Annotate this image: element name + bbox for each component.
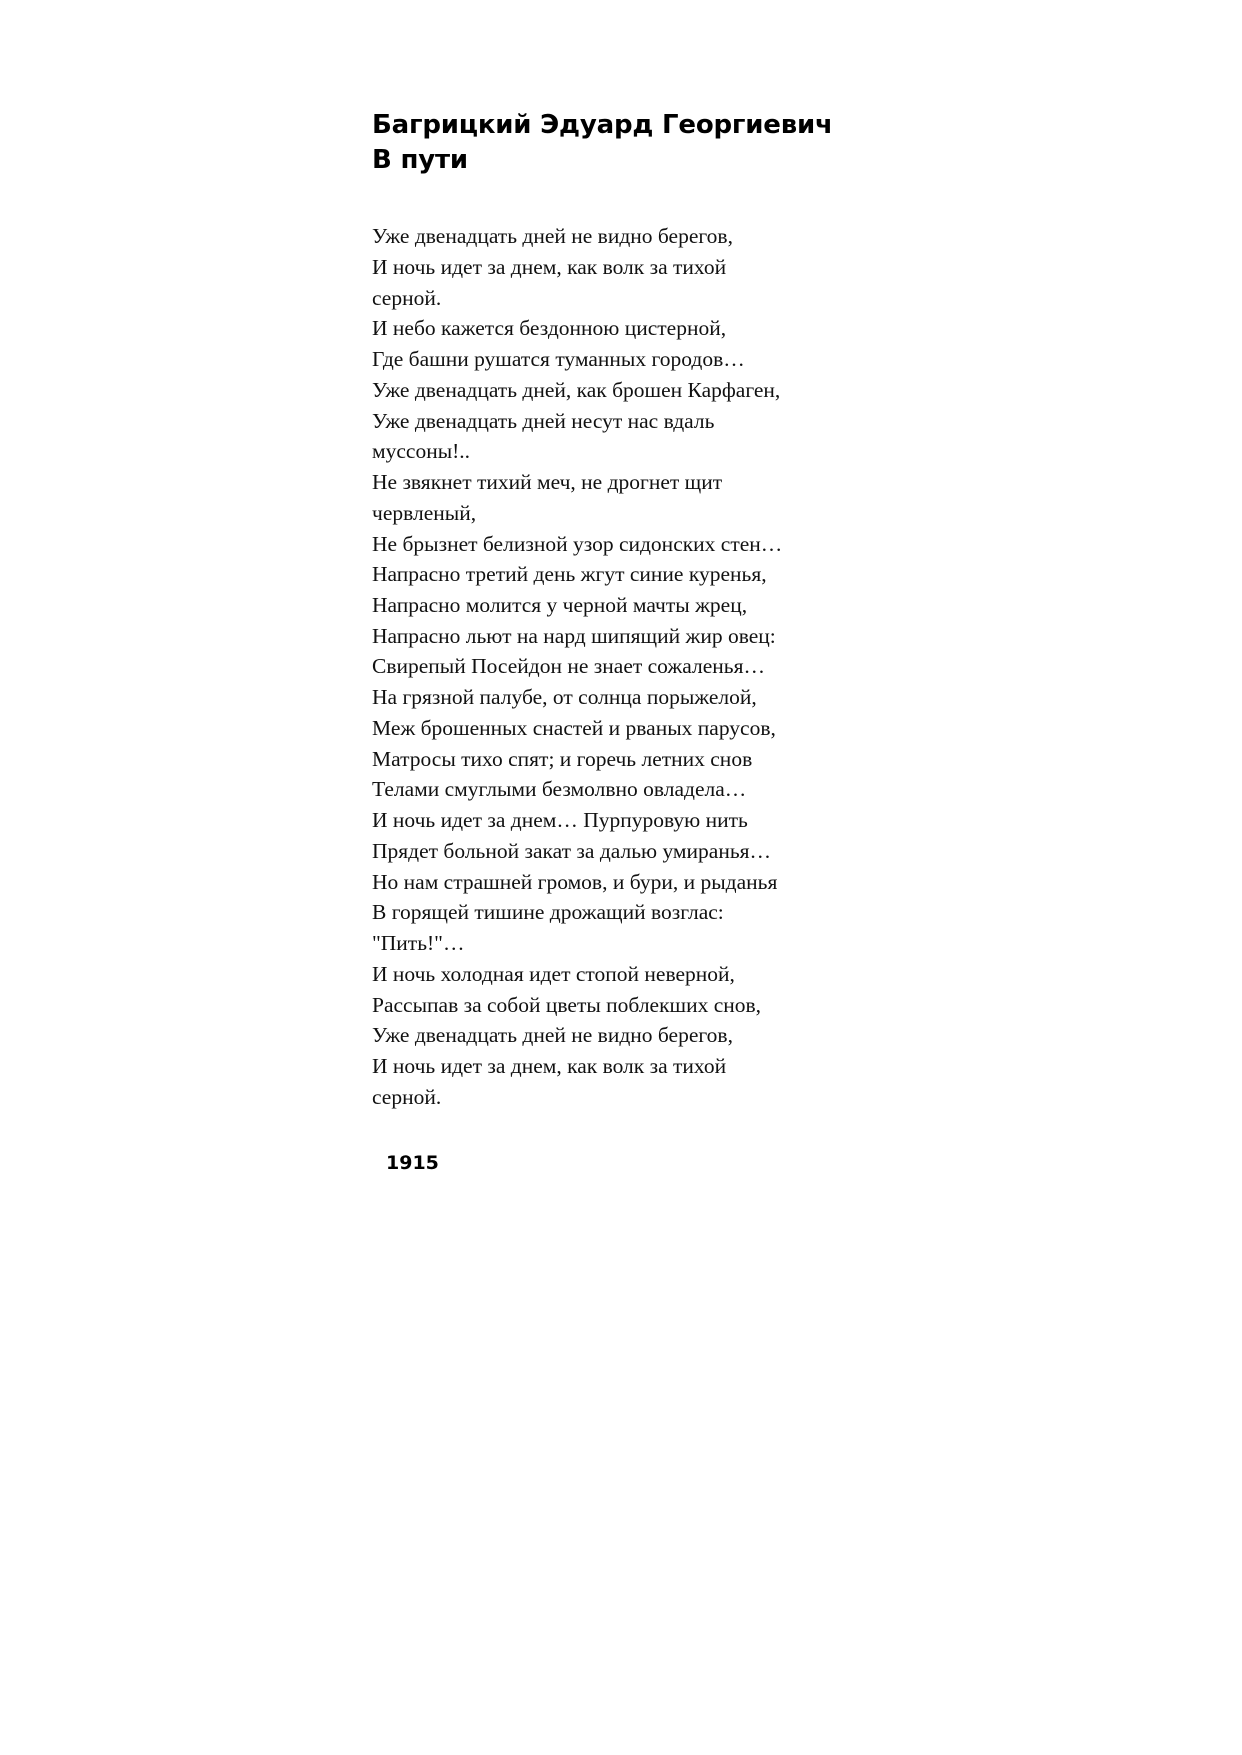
poem-line: И ночь идет за днем… Пурпуровую нить [372,808,748,833]
poem-line: серной. [372,1084,442,1109]
poem-line: Уже двенадцать дней, как брошен Карфаген, [372,377,781,402]
poem-line: Меж брошенных снастей и рваных парусов, [372,715,776,740]
poem-line: серной. [372,285,442,310]
poem-year: 1915 [386,1152,439,1175]
poem-line: Прядет больной закат за далью умиранья… [372,838,772,863]
poem-line: И ночь идет за днем, как волк за тихой [372,1053,727,1078]
poem-line: Уже двенадцать дней несут нас вдаль [372,408,715,433]
poem-line: На грязной палубе, от солнца порыжелой, [372,685,757,710]
poem-line: И ночь холодная идет стопой неверной, [372,961,735,986]
title-line-author: Багрицкий Эдуард Георгиевич [372,110,833,140]
poem-line: Не звякнет тихий меч, не дрогнет щит [372,470,723,495]
poem-line: Не брызнет белизной узор сидонских стен… [372,531,783,556]
poem-line: Напрасно молится у черной мачты жрец, [372,592,748,617]
poem-line: Где башни рушатся туманных городов… [372,347,745,372]
poem-line: И небо кажется бездонною цистерной, [372,316,727,341]
poem-line: И ночь идет за днем, как волк за тихой [372,254,727,279]
poem-line: В горящей тишине дрожащий возглас: [372,900,724,925]
poem-line: Рассыпав за собой цветы поблекших снов, [372,992,762,1017]
poem-line: "Пить!"… [372,931,465,956]
poem-body [372,221,932,1112]
poem-line: Напрасно третий день жгут синие куренья, [372,562,767,587]
poem-line: Свирепый Посейдон не знает сожаленья… [372,654,765,679]
poem-line: червленый, [372,500,477,525]
page-title [372,108,932,177]
poem-line: Телами смуглыми безмолвно овладела… [372,777,747,802]
poem-line: Уже двенадцать дней не видно берегов, [372,1023,733,1048]
document-content [372,108,932,1174]
poem-line: Матросы тихо спят; и горечь летних снов [372,746,753,771]
poem-line: Напрасно льют на нард шипящий жир овец: [372,623,776,648]
title-line-poem-name: В пути [372,144,468,175]
poem-line: муссоны!.. [372,439,471,464]
poem-line: Уже двенадцать дней не видно берегов, [372,224,733,249]
poem-line: Но нам страшней громов, и бури, и рыданья [372,869,778,894]
